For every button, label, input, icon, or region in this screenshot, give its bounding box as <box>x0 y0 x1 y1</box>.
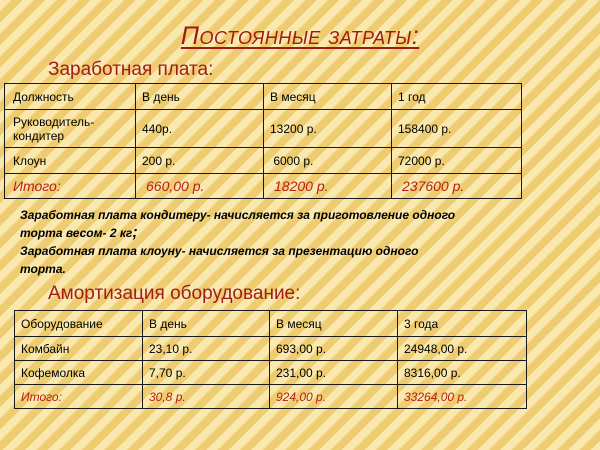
three-year-cell: 8316,00 р. <box>398 361 527 385</box>
amortization-table <box>14 310 527 409</box>
total-monthly: 18200 р. <box>264 174 392 199</box>
equipment-cell: Комбайн <box>15 337 143 361</box>
daily-cell: 200 р. <box>136 148 264 174</box>
total-daily: 30,8 р. <box>143 385 270 409</box>
page-title: Постоянные затраты: <box>180 22 420 50</box>
table-row <box>5 110 522 148</box>
yearly-cell: 72000 р. <box>392 148 522 174</box>
monthly-cell: 693,00 р. <box>270 337 398 361</box>
table-header-row <box>15 311 527 337</box>
monthly-cell: 13200 р. <box>264 110 392 148</box>
table-row <box>15 361 527 385</box>
monthly-cell: 6000 р. <box>264 148 392 174</box>
three-year-cell: 24948,00 р. <box>398 337 527 361</box>
header-cell: Должность <box>5 84 136 110</box>
note-line: Заработная плата клоуну- начисляется за презентацию одного <box>20 244 419 258</box>
salary-heading: Заработная плата: <box>48 59 214 80</box>
salary-table <box>4 83 522 199</box>
header-cell: В день <box>136 84 264 110</box>
total-row <box>5 174 522 199</box>
monthly-cell: 231,00 р. <box>270 361 398 385</box>
header-cell: Оборудование <box>15 311 143 337</box>
header-cell: 3 года <box>398 311 527 337</box>
daily-cell: 7,70 р. <box>143 361 270 385</box>
note-line <box>20 224 580 242</box>
equipment-cell: Кофемолка <box>15 361 143 385</box>
total-monthly: 924,00 р. <box>270 385 398 409</box>
total-label: Итого: <box>5 174 136 199</box>
table-row <box>5 148 522 174</box>
total-yearly: 237600 р. <box>392 174 522 199</box>
total-daily: 660,00 р. <box>136 174 264 199</box>
daily-cell: 440р. <box>136 110 264 148</box>
header-cell: 1 год <box>392 84 522 110</box>
note-line: торта. <box>20 262 66 276</box>
header-cell: В месяц <box>264 84 392 110</box>
position-cell: Руководитель-кондитер <box>5 110 136 148</box>
note-line: Заработная плата кондитеру- начисляется за приготовление одного <box>20 208 456 222</box>
position-cell: Клоун <box>5 148 136 174</box>
table-header-row <box>5 84 522 110</box>
salary-notes <box>20 206 580 278</box>
total-label: Итого: <box>15 385 143 409</box>
table-row <box>15 337 527 361</box>
note-semicolon: ; <box>132 224 138 241</box>
daily-cell: 23,10 р. <box>143 337 270 361</box>
note-text: торта весом- 2 кг <box>20 226 133 240</box>
header-cell: В день <box>143 311 270 337</box>
header-cell: В месяц <box>270 311 398 337</box>
yearly-cell: 158400 р. <box>392 110 522 148</box>
amortization-heading: Амортизация оборудование: <box>48 283 301 304</box>
total-row <box>15 385 527 409</box>
total-three-year: 33264,00 р. <box>398 385 527 409</box>
